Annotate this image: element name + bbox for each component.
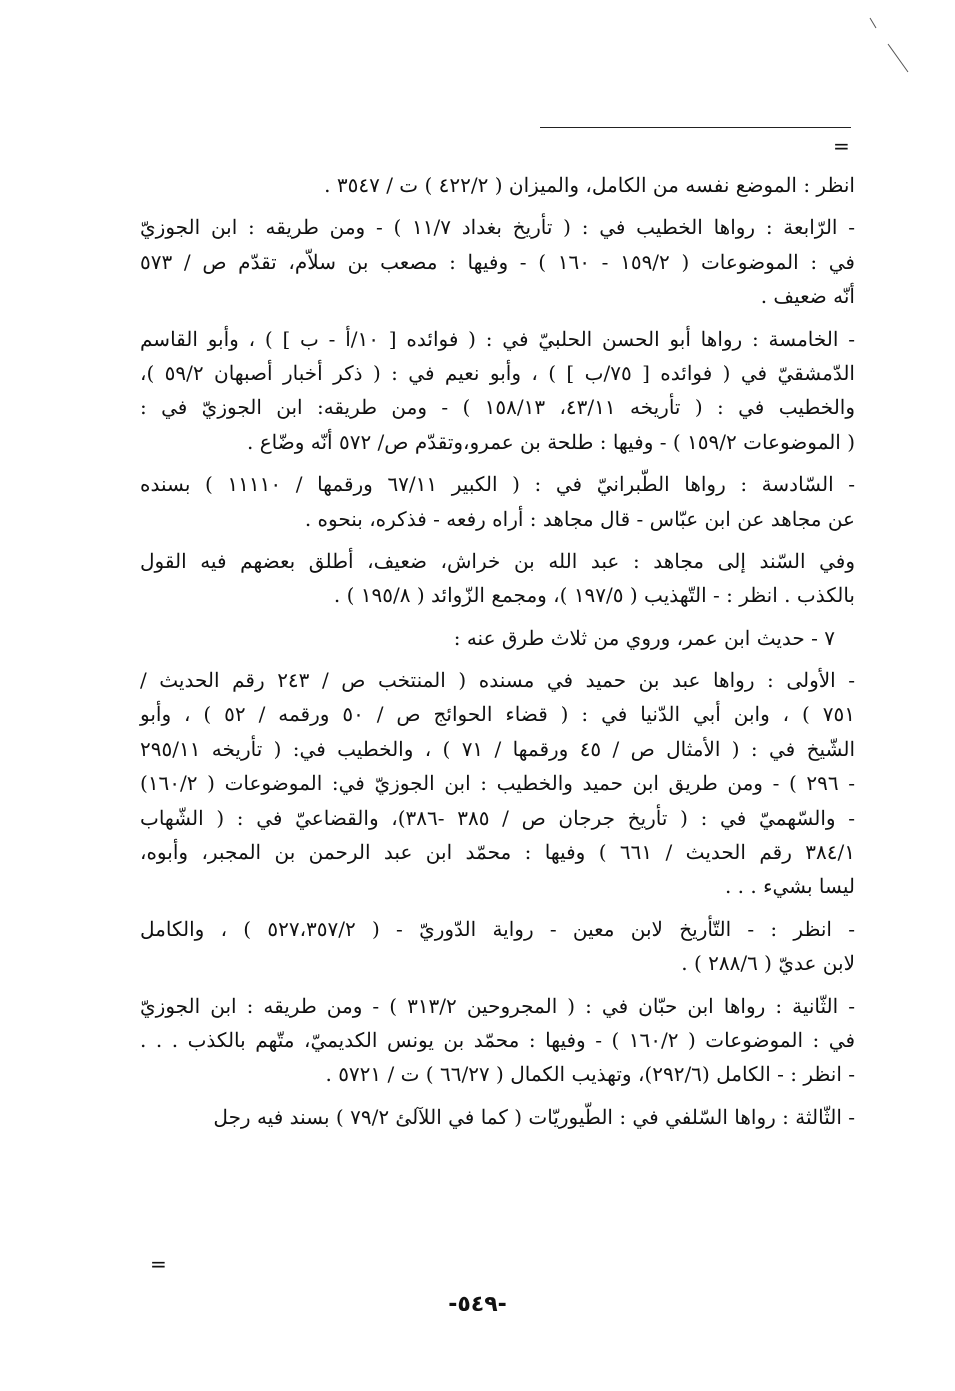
paragraph (140, 322, 855, 460)
text-line: - انظر : - التّأريخ لابن معين - رواية الدّوريّ - ( ٥٢٧،٣٥٧/٢ ) ، والكامل (140, 916, 855, 941)
paragraph (140, 544, 855, 613)
text-line: عن مجاهد عن ابن عبّاس - قال مجاهد : أراه رفعه - فذكره، بنحوه . (304, 506, 855, 531)
text-line: وفي السّند إلى مجاهد : عبد الله بن خراش، ضعيف، أطلق بعضهم فيه القول (140, 548, 856, 573)
text-line: - والسّهميّ في : ( تأريخ جرجان ص / ٣٨٥ -٣٨٦)، والقضاعيّ في : ( الشّهاب (140, 805, 855, 830)
text-line: - الثّالثة : رواها السّلفي في : الطّيوريّات ( كما في اللآلئ ٧٩/٢ ) بسند فيه رجل (213, 1104, 855, 1129)
text-line: الدّمشقيّ في ( فوائده [ ٧٥/ب ] ) ، وأبو نعيم في : ( ذكر أخبار أصبهان ٥٩/٢ )، (140, 360, 855, 385)
paragraph-gap (140, 1092, 855, 1100)
paragraph (140, 210, 855, 313)
paragraph (140, 663, 855, 904)
text-line: ليسا بشيء . . . (724, 874, 855, 899)
paragraph-gap (140, 314, 855, 322)
text-line: ٧٥١ ) ، وابن أبي الدّنيا في : ( قضاء الحوائج ص / ٥٠ ورقمه / ٥٢ ) ، وأبو (140, 702, 855, 727)
text-line: أنّه ضعيف . (760, 284, 855, 309)
text-line: ( الموضوعات ١٥٩/٢ ) - وفيها : طلحة بن عمرو،وتقدّم ص/ ٥٧٢ أنّه وضّاع . (247, 429, 855, 454)
text-line: ٧ - حديث ابن عمر، وروي من ثلاث طرق عنه : (453, 625, 835, 650)
text-line: لابن عديّ ( ٢٨٨/٦ ) . (681, 951, 855, 976)
text-line: ٣٨٤/١ رقم الحديث / ٦٦١ ) وفيها : محمّد ابن عبد الرحمن بن المجبر، وأبوه، (140, 840, 855, 865)
text-line: - الرّابعة : رواها الخطيب في : ( تأريخ بغداد ١١/٧ ) - ومن طريقه : ابن الجوزيّ (140, 215, 855, 240)
continuation-mark-top: = (833, 134, 850, 158)
paragraph-gap (140, 904, 855, 912)
scan-artifact-mark (866, 16, 916, 76)
text-line: - ٢٩٦ ) - ومن طريق ابن حميد والخطيب : ابن الجوزيّ في: الموضوعات ( ١٦٠/٢) (140, 771, 855, 796)
paragraph-gap (140, 613, 855, 621)
footnote-separator-rule (540, 127, 851, 128)
paragraph (140, 621, 855, 655)
text-line: بالكذب . انظر : - التّهذيب ( ١٩٧/٥ )، ومجمع الزّوائد ( ١٩٥/٨ ) . (333, 583, 855, 608)
paragraph-gap (140, 202, 855, 210)
continuation-mark-bottom: = (150, 1252, 167, 1276)
page-number: -٥٤٩- (448, 1292, 507, 1317)
paragraph (140, 912, 855, 981)
paragraph-gap (140, 536, 855, 544)
paragraph-gap (140, 981, 855, 989)
text-line: انظر : الموضع نفسه من الكامل، والميزان ( ٤٢٢/٢ ) ت / ٣٥٤٧ . (324, 173, 855, 197)
paragraph (140, 989, 855, 1092)
text-line: في : الموضوعات ( ١٥٩/٢ - ١٦٠ ) - وفيها : مصعب بن سلاّم، تقدّم ص / ٥٧٣ (140, 249, 855, 274)
text-line: الشّيخ في : ( الأمثال ص / ٤٥ ورقمها / ٧١ ) ، والخطيب في: ( تأريخه ٢٩٥/١١ (140, 736, 856, 761)
paragraph (140, 1100, 855, 1134)
text-line: - الثّانية : رواها ابن حبّان في : ( المجروحين ٣١٣/٢ ) - ومن طريقه : ابن الجوزيّ (140, 993, 855, 1018)
text-line: في : الموضوعات ( ١٦٠/٢ ) - وفيها : محمّد بن يونس الكديميّ، متّهم بالكذب . . . (140, 1027, 856, 1052)
text-line: - السّادسة : رواها الطّبرانيّ في : ( الكبير ٦٧/١١ ورقمها / ١١١١٠ ) بسنده (140, 472, 856, 497)
text-line: - الخامسة : رواها أبو الحسن الحلبيّ في : ( فوائده [ ١٠/أ - ب ] ) ، وأبو القاسم (140, 326, 855, 351)
text-line: - الأولى : رواها عبد بن حميد في مسنده ( المنتخب ص / ٢٤٣ رقم الحديث / (140, 668, 856, 693)
paragraph-gap (140, 459, 855, 467)
footnote-body (140, 168, 855, 1134)
paragraph-gap (140, 655, 855, 663)
paragraph (140, 168, 855, 202)
text-line: والخطيب في : ( تأريخه ٤٣/١١، ١٥٨/١٣ ) - ومن طريقه: ابن الجوزيّ في : (140, 395, 855, 420)
text-line: - انظر : - الكامل (٢٩٢/٦)، وتهذيب الكمال ( ٦٦/٢٧ ) ت / ٥٧٢١ . (325, 1062, 855, 1087)
paragraph (140, 467, 855, 536)
